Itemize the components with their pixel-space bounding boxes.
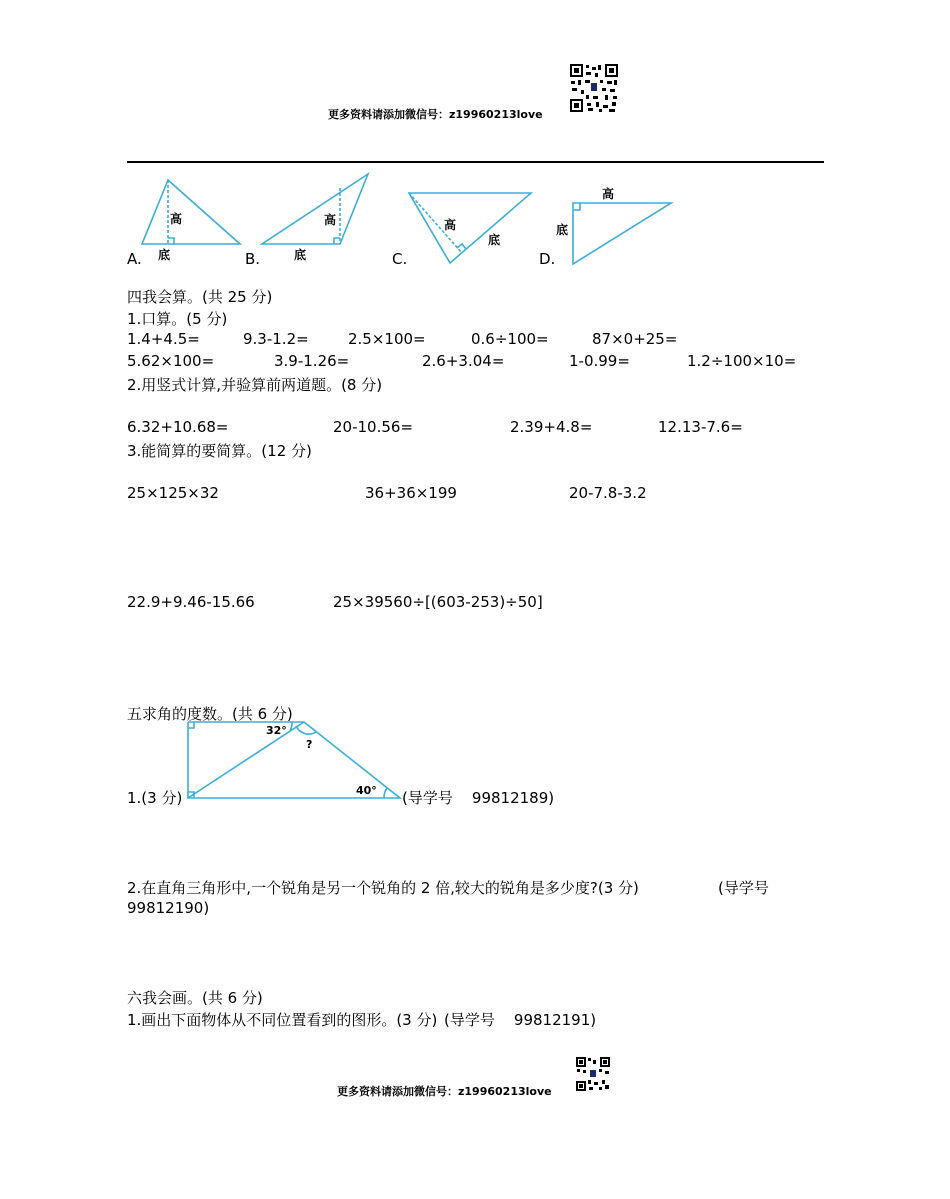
section5-q2-text: 2.在直角三角形中,一个锐角是另一个锐角的 2 倍,较大的锐角是多少度?(3 分) [127,879,639,897]
label-base-c: 底 [488,233,501,247]
qr-code-icon [575,1056,611,1092]
triangle-a [142,180,240,244]
section4-title: 四我会算。(共 25 分) [127,288,273,306]
section4-q2-title: 2.用竖式计算,并验算前两道题。(8 分) [127,376,383,394]
angle-40-label: 40° [356,784,377,797]
section6-title: 六我会画。(共 6 分) [127,989,263,1007]
simplify-item: 25×125×32 [127,484,219,502]
oral-calc-item: 1.2÷100×10= [687,352,797,370]
oral-calc-item: 9.3-1.2= [243,330,309,348]
label-height-a: 高 [170,212,183,226]
triangle-c [409,193,531,263]
vertical-calc-item: 6.32+10.68= [127,418,229,436]
vertical-calc-item: 12.13-7.6= [658,418,743,436]
vertical-calc-item: 2.39+4.8= [510,418,593,436]
label-base-d: 底 [556,223,569,237]
triangle-options-figure [120,168,700,273]
oral-calc-item: 5.62×100= [127,352,215,370]
label-height-d: 高 [602,187,615,201]
footer-text: 更多资料请添加微信号：z19960213love [337,1085,552,1098]
simplify-item: 25×39560÷[(603-253)÷50] [333,593,543,611]
section6-q1-text: 1.画出下面物体从不同位置看到的图形。(3 分) [127,1011,438,1029]
section4-q1-title: 1.口算。(5 分) [127,310,228,328]
option-c: C. [392,250,408,268]
oral-calc-item: 0.6÷100= [471,330,549,348]
option-d: D. [539,250,556,268]
angle-figure [180,714,405,806]
header-divider [127,161,824,163]
option-a: A. [127,250,142,268]
oral-calc-item: 2.5×100= [348,330,426,348]
section5-q2-ref-number: 99812190) [127,899,210,917]
angle-unknown-label: ? [306,738,313,751]
oral-calc-item: 87×0+25= [592,330,678,348]
triangle-d [573,203,671,264]
oral-calc-item: 1.4+4.5= [127,330,200,348]
simplify-item: 22.9+9.46-15.66 [127,593,255,611]
qr-code-icon [569,63,619,113]
simplify-item: 20-7.8-3.2 [569,484,647,502]
oral-calc-item: 3.9-1.26= [274,352,350,370]
angle-32-label: 32° [266,724,287,737]
vertical-calc-item: 20-10.56= [333,418,414,436]
simplify-item: 36+36×199 [365,484,457,502]
section4-q3-title: 3.能简算的要简算。(12 分) [127,442,312,460]
label-height-c: 高 [444,218,457,232]
label-base-b: 底 [294,248,307,262]
oral-calc-item: 1-0.99= [569,352,630,370]
triangle-b [262,174,368,244]
option-b: B. [245,250,261,268]
header-text: 更多资料请添加微信号：z19960213love [328,108,543,121]
section5-q1-ref: (导学号 99812189) [402,789,555,807]
section5-title: 五求角的度数。(共 6 分) [127,705,293,723]
section5-q1-label: 1.(3 分) [127,789,183,807]
section6-q1-ref: (导学号 99812191) [444,1011,597,1029]
label-base-a: 底 [158,248,171,262]
label-height-b: 高 [324,213,337,227]
oral-calc-item: 2.6+3.04= [422,352,505,370]
section5-q2-ref: (导学号 [718,879,769,897]
